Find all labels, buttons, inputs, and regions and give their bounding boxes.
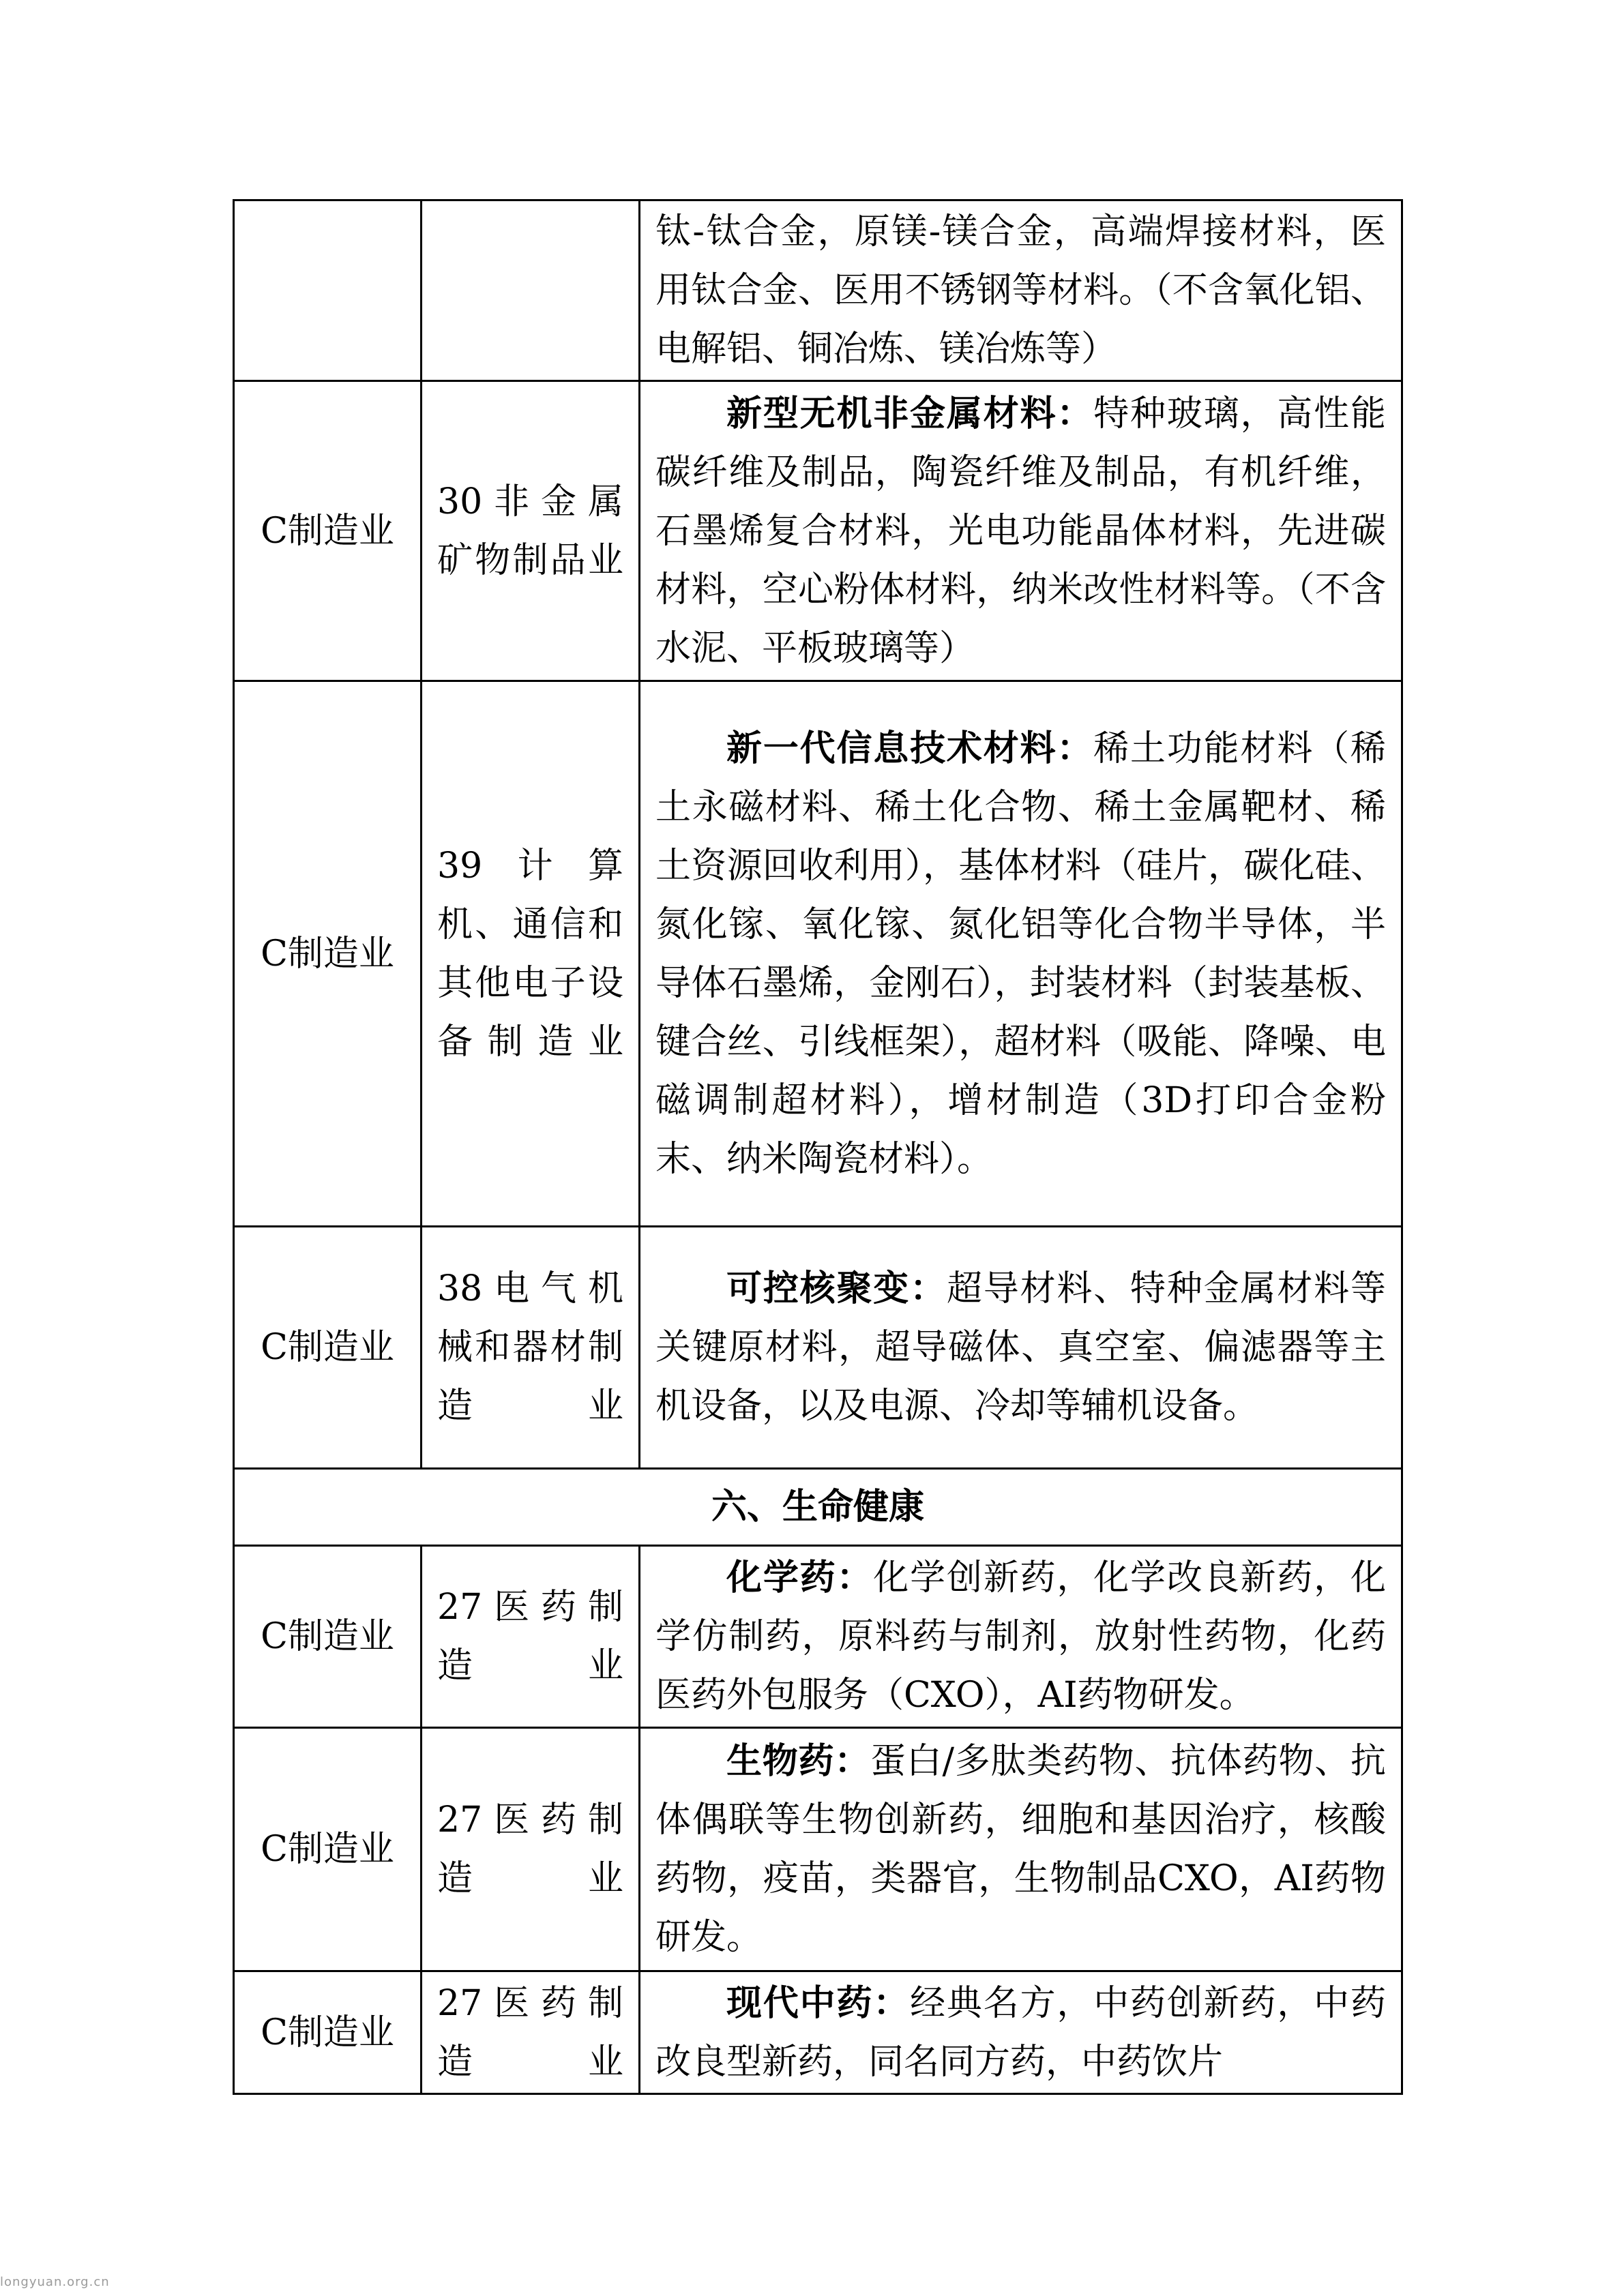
section-title: 六、生命健康	[234, 1469, 1402, 1546]
industry-code-cell: 30非金属矿物制品业	[422, 381, 640, 681]
category-cell: C制造业	[234, 1227, 422, 1469]
industry-code-cell: 27医药制造业	[422, 1546, 640, 1728]
description-cell	[640, 1728, 1402, 1971]
table-row	[234, 1546, 1402, 1728]
description-cell	[640, 1227, 1402, 1469]
description-keyword: 化学药：	[726, 1557, 874, 1598]
table-row	[234, 1227, 1402, 1469]
table-row	[234, 681, 1402, 1227]
section-row	[234, 1469, 1402, 1546]
description-cell	[640, 1546, 1402, 1728]
description-text: 钛-钛合金，原镁-镁合金，高端焊接材料，医用钛合金、医用不锈钢等材料。（不含氧化铝、电解铝、铜冶炼、镁冶炼等）	[655, 211, 1386, 370]
description-text: 蛋白/多肽类药物、抗体药物、抗体偶联等生物创新药，细胞和基因治疗，核酸药物，疫苗，类器官，生物制品CXO，AI药物研发。	[655, 1741, 1386, 1958]
description-cell	[640, 381, 1402, 681]
industry-code-cell: 38电气机械和器材制造业	[422, 1227, 640, 1469]
category-cell: C制造业	[234, 1546, 422, 1728]
industry-table	[233, 199, 1403, 2095]
category-cell: C制造业	[234, 381, 422, 681]
description-keyword: 新一代信息技术材料：	[726, 727, 1094, 769]
description-text: 经典名方，中药创新药，中药改良型新药，同名同方药，中药饮片	[655, 1982, 1386, 2083]
table-row	[234, 1728, 1402, 1971]
industry-code-cell	[422, 200, 640, 381]
description-keyword: 生物药：	[726, 1740, 870, 1782]
description-cell	[640, 1971, 1402, 2094]
industry-code-cell: 27医药制造业	[422, 1971, 640, 2094]
description-keyword: 新型无机非金属材料：	[726, 392, 1094, 434]
description-text: 超导材料、特种金属材料等关键原材料，超导磁体、真空室、偏滤器等主机设备，以及电源、冷却等辅机设备。	[655, 1268, 1386, 1427]
description-keyword: 现代中药：	[726, 1982, 911, 2024]
table-row	[234, 1971, 1402, 2094]
description-text: 化学创新药，化学改良新药，化学仿制药，原料药与制剂，放射性药物，化药医药外包服务（CXO），AI药物研发。	[655, 1557, 1386, 1716]
description-text: 稀土功能材料（稀土永磁材料、稀土化合物、稀土金属靶材、稀土资源回收利用），基体材料（硅片，碳化硅、氮化镓、氧化镓、氮化铝等化合物半导体，半导体石墨烯，金刚石），封装材料（封装基板、键合丝、引线框架），超材料（吸能、降噪、电磁调制超材料），增材制造（3D打印合金粉末、纳米陶瓷材料）。	[655, 728, 1386, 1180]
description-cell	[640, 681, 1402, 1227]
category-cell: C制造业	[234, 1728, 422, 1971]
description-text: 特种玻璃，高性能碳纤维及制品，陶瓷纤维及制品，有机纤维，石墨烯复合材料，光电功能晶体材料，先进碳材料，空心粉体材料，纳米改性材料等。（不含水泥、平板玻璃等）	[655, 393, 1386, 669]
category-cell	[234, 200, 422, 381]
description-keyword: 可控核聚变：	[726, 1268, 947, 1309]
table-row	[234, 381, 1402, 681]
industry-code-cell: 27医药制造业	[422, 1728, 640, 1971]
description-cell	[640, 200, 1402, 381]
table-row	[234, 200, 1402, 381]
site-watermark: longyuan.org.cn	[0, 2275, 110, 2289]
category-cell: C制造业	[234, 681, 422, 1227]
category-cell: C制造业	[234, 1971, 422, 2094]
industry-code-cell: 39计算机、通信和其他电子设备制造业	[422, 681, 640, 1227]
